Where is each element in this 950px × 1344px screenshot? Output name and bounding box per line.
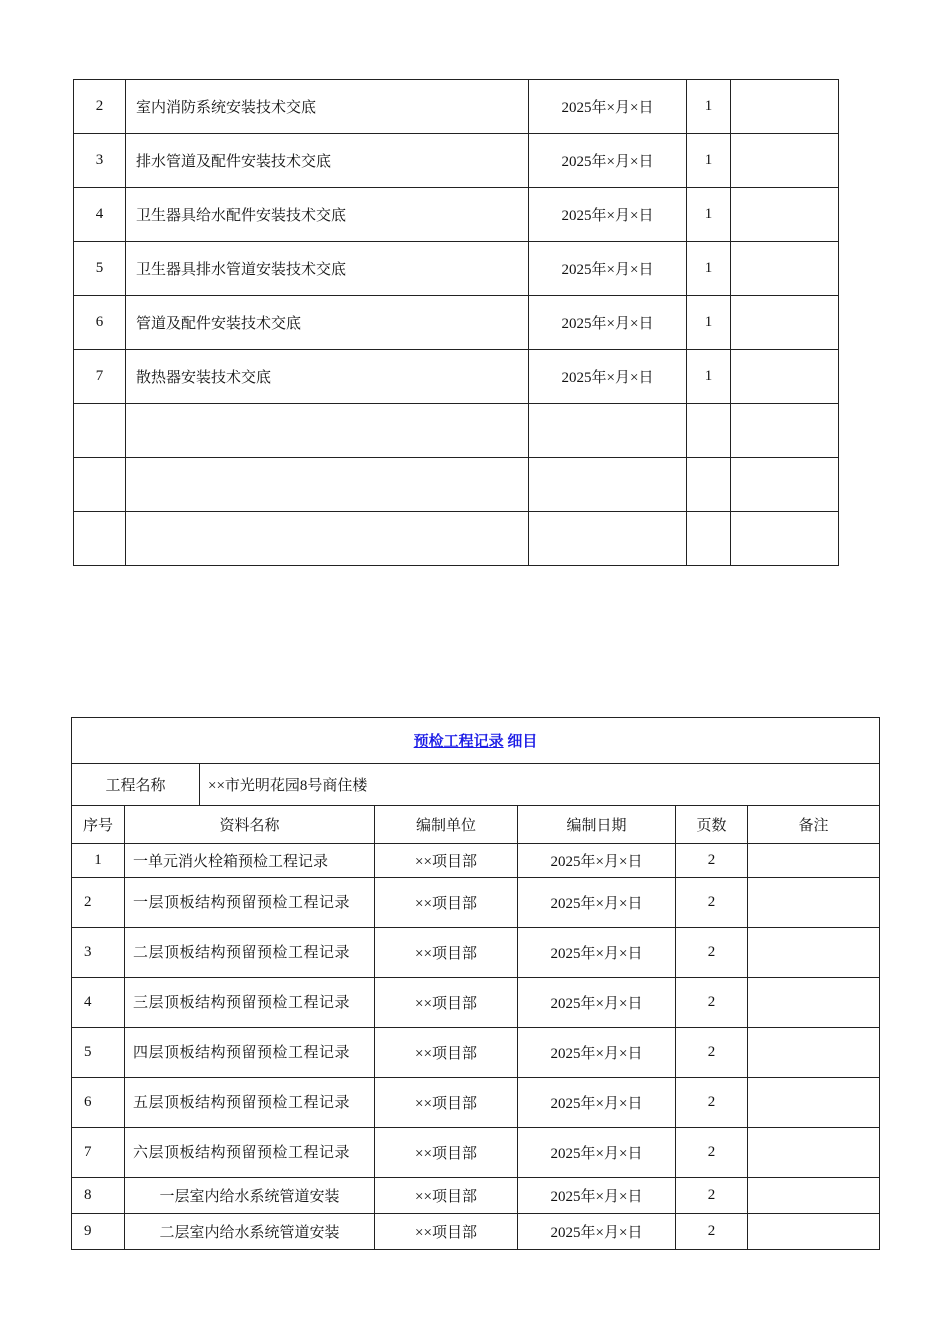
row-number: 8	[72, 1178, 125, 1214]
table-row	[72, 1128, 880, 1178]
document-name: 四层顶板结构预留预检工程记录	[125, 1028, 375, 1078]
page-count: 1	[687, 188, 731, 242]
row-number: 9	[72, 1214, 125, 1250]
project-label: 工程名称	[72, 764, 200, 806]
header-date: 编制日期	[518, 806, 676, 844]
compile-unit: ××项目部	[375, 1214, 518, 1250]
row-number: 6	[72, 1078, 125, 1128]
page-count: 2	[676, 1028, 748, 1078]
document-name: 卫生器具排水管道安装技术交底	[126, 242, 529, 296]
document-name: 管道及配件安装技术交底	[126, 296, 529, 350]
pre-inspection-record-table	[71, 717, 880, 1250]
remark-cell	[731, 242, 839, 296]
table-row	[72, 878, 880, 928]
remark-cell	[748, 1078, 880, 1128]
page-count: 1	[687, 296, 731, 350]
table-title	[72, 718, 880, 764]
document-name: 五层顶板结构预留预检工程记录	[125, 1078, 375, 1128]
remark-cell	[748, 878, 880, 928]
document-name: 一单元消火栓箱预检工程记录	[125, 844, 375, 878]
table-row	[74, 404, 839, 458]
remark-cell	[748, 844, 880, 878]
table-row	[72, 844, 880, 878]
page-count: 2	[676, 1128, 748, 1178]
table-title-row	[72, 718, 880, 764]
row-number	[74, 404, 126, 458]
compile-date: 2025年×月×日	[529, 296, 687, 350]
compile-unit: ××项目部	[375, 1178, 518, 1214]
compile-date: 2025年×月×日	[529, 188, 687, 242]
compile-unit: ××项目部	[375, 1128, 518, 1178]
compile-date: 2025年×月×日	[518, 844, 676, 878]
compile-unit: ××项目部	[375, 878, 518, 928]
document-name	[126, 512, 529, 566]
header-unit: 编制单位	[375, 806, 518, 844]
compile-date	[529, 512, 687, 566]
remark-cell	[748, 1178, 880, 1214]
page-count	[687, 404, 731, 458]
compile-date: 2025年×月×日	[518, 878, 676, 928]
compile-date: 2025年×月×日	[518, 1178, 676, 1214]
row-number: 7	[72, 1128, 125, 1178]
page-count	[687, 458, 731, 512]
table-title-suffix: 细目	[503, 734, 538, 750]
compile-unit: ××项目部	[375, 1028, 518, 1078]
technical-briefing-table	[73, 79, 839, 566]
document-name: 六层顶板结构预留预检工程记录	[125, 1128, 375, 1178]
remark-cell	[731, 350, 839, 404]
table-row	[74, 458, 839, 512]
compile-date: 2025年×月×日	[518, 1028, 676, 1078]
row-number: 6	[74, 296, 126, 350]
row-number: 5	[74, 242, 126, 296]
table-row	[72, 928, 880, 978]
compile-date: 2025年×月×日	[518, 1078, 676, 1128]
document-name	[126, 404, 529, 458]
remark-cell	[731, 80, 839, 134]
row-number: 4	[72, 978, 125, 1028]
table-row	[72, 1078, 880, 1128]
document-name: 一层顶板结构预留预检工程记录	[125, 878, 375, 928]
compile-unit: ××项目部	[375, 978, 518, 1028]
page-count: 1	[687, 350, 731, 404]
compile-unit: ××项目部	[375, 1078, 518, 1128]
compile-date: 2025年×月×日	[529, 80, 687, 134]
compile-unit: ××项目部	[375, 844, 518, 878]
row-number: 2	[74, 80, 126, 134]
remark-cell	[731, 458, 839, 512]
page-count: 2	[676, 844, 748, 878]
document-name: 室内消防系统安装技术交底	[126, 80, 529, 134]
remark-cell	[731, 404, 839, 458]
table-row	[72, 1178, 880, 1214]
table-row	[72, 1028, 880, 1078]
remark-cell	[748, 1028, 880, 1078]
header-row	[72, 806, 880, 844]
row-number: 2	[72, 878, 125, 928]
remark-cell	[731, 512, 839, 566]
row-number: 7	[74, 350, 126, 404]
page-count: 2	[676, 928, 748, 978]
document-name: 二层室内给水系统管道安装	[125, 1214, 375, 1250]
page-count: 1	[687, 242, 731, 296]
compile-date: 2025年×月×日	[529, 134, 687, 188]
row-number: 3	[72, 928, 125, 978]
remark-cell	[748, 1214, 880, 1250]
table-row	[74, 80, 839, 134]
row-number: 5	[72, 1028, 125, 1078]
document-name: 三层顶板结构预留预检工程记录	[125, 978, 375, 1028]
document-name: 一层室内给水系统管道安装	[125, 1178, 375, 1214]
table-title-link[interactable]: 预检工程记录	[413, 734, 504, 750]
header-note: 备注	[748, 806, 880, 844]
document-name: 卫生器具给水配件安装技术交底	[126, 188, 529, 242]
compile-date: 2025年×月×日	[518, 1214, 676, 1250]
page-count: 1	[687, 80, 731, 134]
table-row	[74, 350, 839, 404]
remark-cell	[748, 1128, 880, 1178]
table-row	[74, 134, 839, 188]
remark-cell	[731, 188, 839, 242]
page-count: 2	[676, 1214, 748, 1250]
remark-cell	[748, 978, 880, 1028]
row-number	[74, 512, 126, 566]
table-row	[74, 242, 839, 296]
table-row	[72, 1214, 880, 1250]
remark-cell	[731, 296, 839, 350]
remark-cell	[748, 928, 880, 978]
project-row	[72, 764, 880, 806]
remark-cell	[731, 134, 839, 188]
project-name: ××市光明花园8号商住楼	[200, 764, 880, 806]
row-number: 4	[74, 188, 126, 242]
page-count: 2	[676, 1078, 748, 1128]
compile-date: 2025年×月×日	[518, 928, 676, 978]
row-number: 3	[74, 134, 126, 188]
page-count: 2	[676, 978, 748, 1028]
page-count: 2	[676, 878, 748, 928]
compile-date	[529, 458, 687, 512]
page-count	[687, 512, 731, 566]
document-name	[126, 458, 529, 512]
table-row	[74, 188, 839, 242]
compile-date: 2025年×月×日	[518, 978, 676, 1028]
table-row	[74, 512, 839, 566]
row-number: 1	[72, 844, 125, 878]
table-row	[74, 296, 839, 350]
document-name: 二层顶板结构预留预检工程记录	[125, 928, 375, 978]
table-row	[72, 978, 880, 1028]
compile-unit: ××项目部	[375, 928, 518, 978]
compile-date: 2025年×月×日	[529, 242, 687, 296]
header-no: 序号	[72, 806, 125, 844]
compile-date: 2025年×月×日	[529, 350, 687, 404]
compile-date: 2025年×月×日	[518, 1128, 676, 1178]
document-name: 排水管道及配件安装技术交底	[126, 134, 529, 188]
document-name: 散热器安装技术交底	[126, 350, 529, 404]
header-pages: 页数	[676, 806, 748, 844]
header-name: 资料名称	[125, 806, 375, 844]
page-count: 2	[676, 1178, 748, 1214]
compile-date	[529, 404, 687, 458]
page-count: 1	[687, 134, 731, 188]
row-number	[74, 458, 126, 512]
